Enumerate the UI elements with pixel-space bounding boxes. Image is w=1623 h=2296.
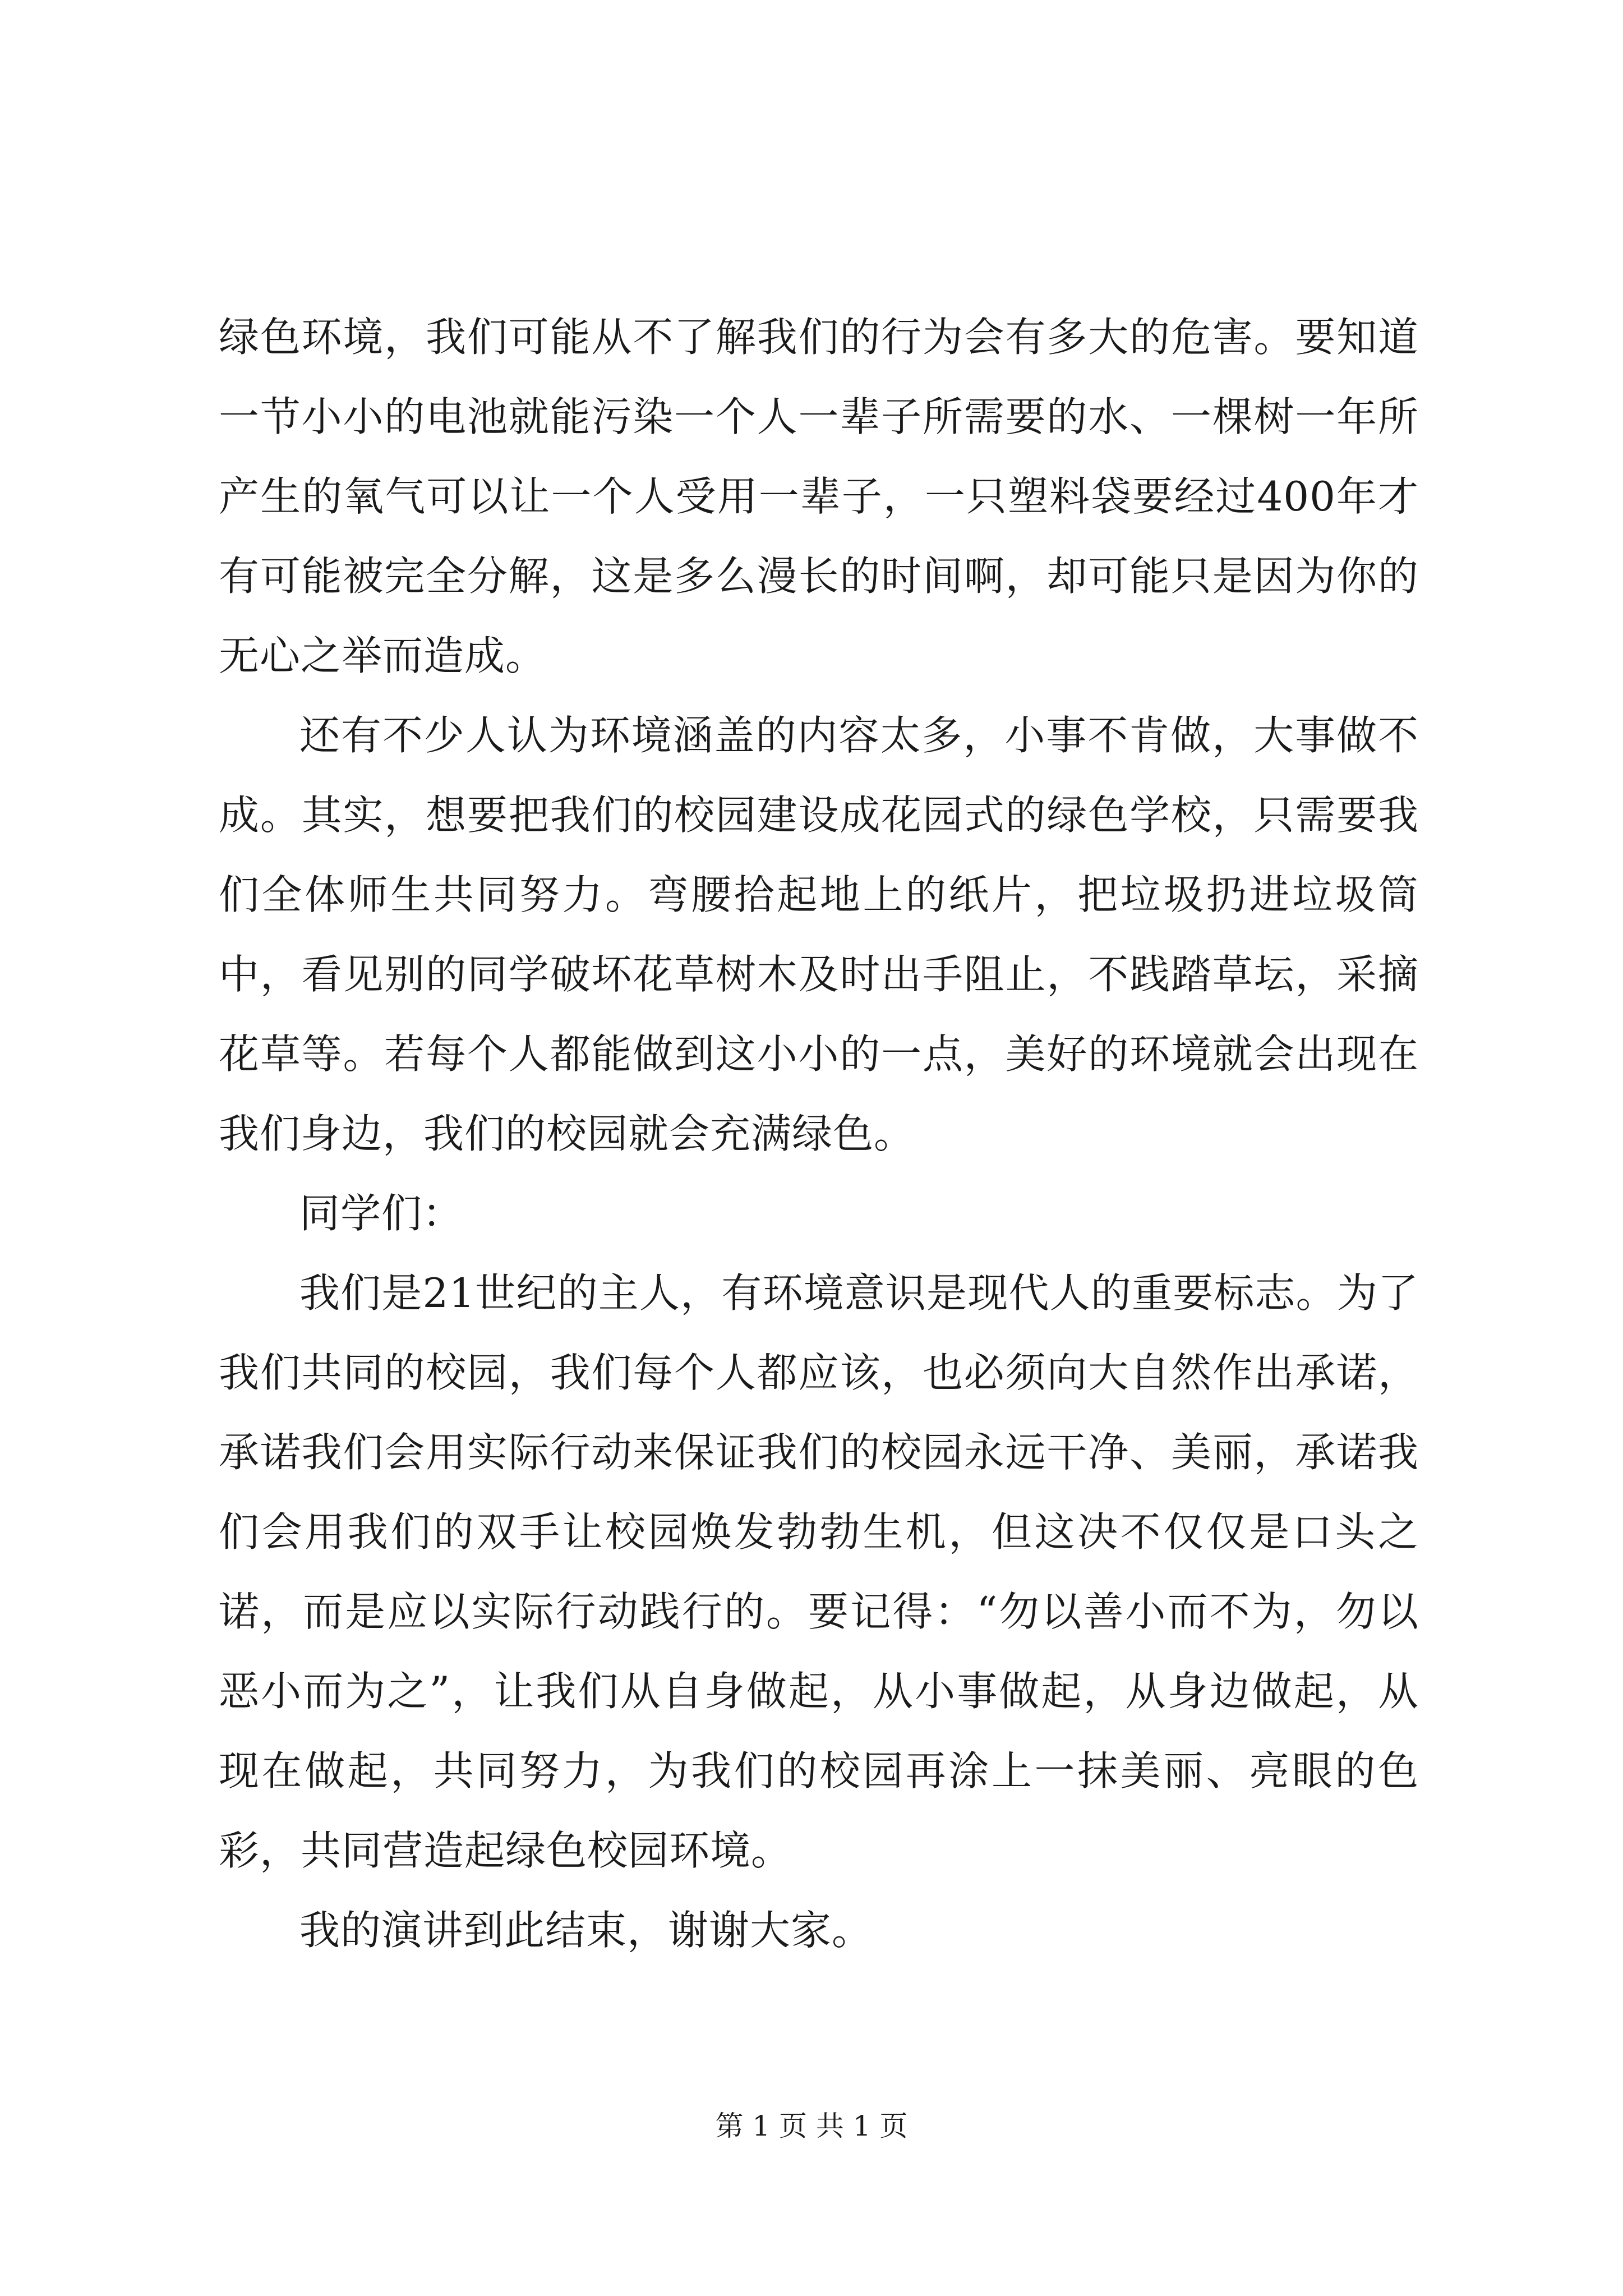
paragraph-3-salutation: 同学们： [299, 1190, 464, 1237]
page-footer: 第 1 页 共 1 页 [715, 2110, 908, 2142]
document-body [219, 297, 1419, 1970]
paragraph-2: 还有不少人认为环境涵盖的内容太多，小事不肯做，大事做不成。其实，想要把我们的校园建设成花园式的绿色学校，只需要我们全体师生共同努力。弯腰拾起地上的纸片，把垃圾扔进垃圾筒中，看见别的同学破坏花草树木及时出手阻止，不践踏草坛，采摘花草等。若每个人都能做到这小小的一点，美好的环境就会出现在我们身边，我们的校园就会充满绿色。 [219, 712, 1419, 1157]
paragraph-4: 我们是21世纪的主人，有环境意识是现代人的重要标志。为了我们共同的校园，我们每个人都应该，也必须向大自然作出承诺，承诺我们会用实际行动来保证我们的校园永远干净、美丽，承诺我们会用我们的双手让校园焕发勃勃生机，但这决不仅仅是口头之诺，而是应以实际行动践行的。要记得：“勿以善小而不为，勿以恶小而为之”，让我们从自身做起，从小事做起，从身边做起，从现在做起，共同努力，为我们的校园再涂上一抹美丽、亮眼的色彩，共同营造起绿色校园环境。 [219, 1269, 1419, 1874]
paragraph-1: 绿色环境，我们可能从不了解我们的行为会有多大的危害。要知道一节小小的电池就能污染一个人一辈子所需要的水、一棵树一年所产生的氧气可以让一个人受用一辈子，一只塑料袋要经过400年才有可能被完全分解，这是多么漫长的时间啊，却可能只是因为你的无心之举而造成。 [219, 314, 1419, 679]
paragraph-5-closing: 我的演讲到此结束，谢谢大家。 [299, 1907, 873, 1954]
